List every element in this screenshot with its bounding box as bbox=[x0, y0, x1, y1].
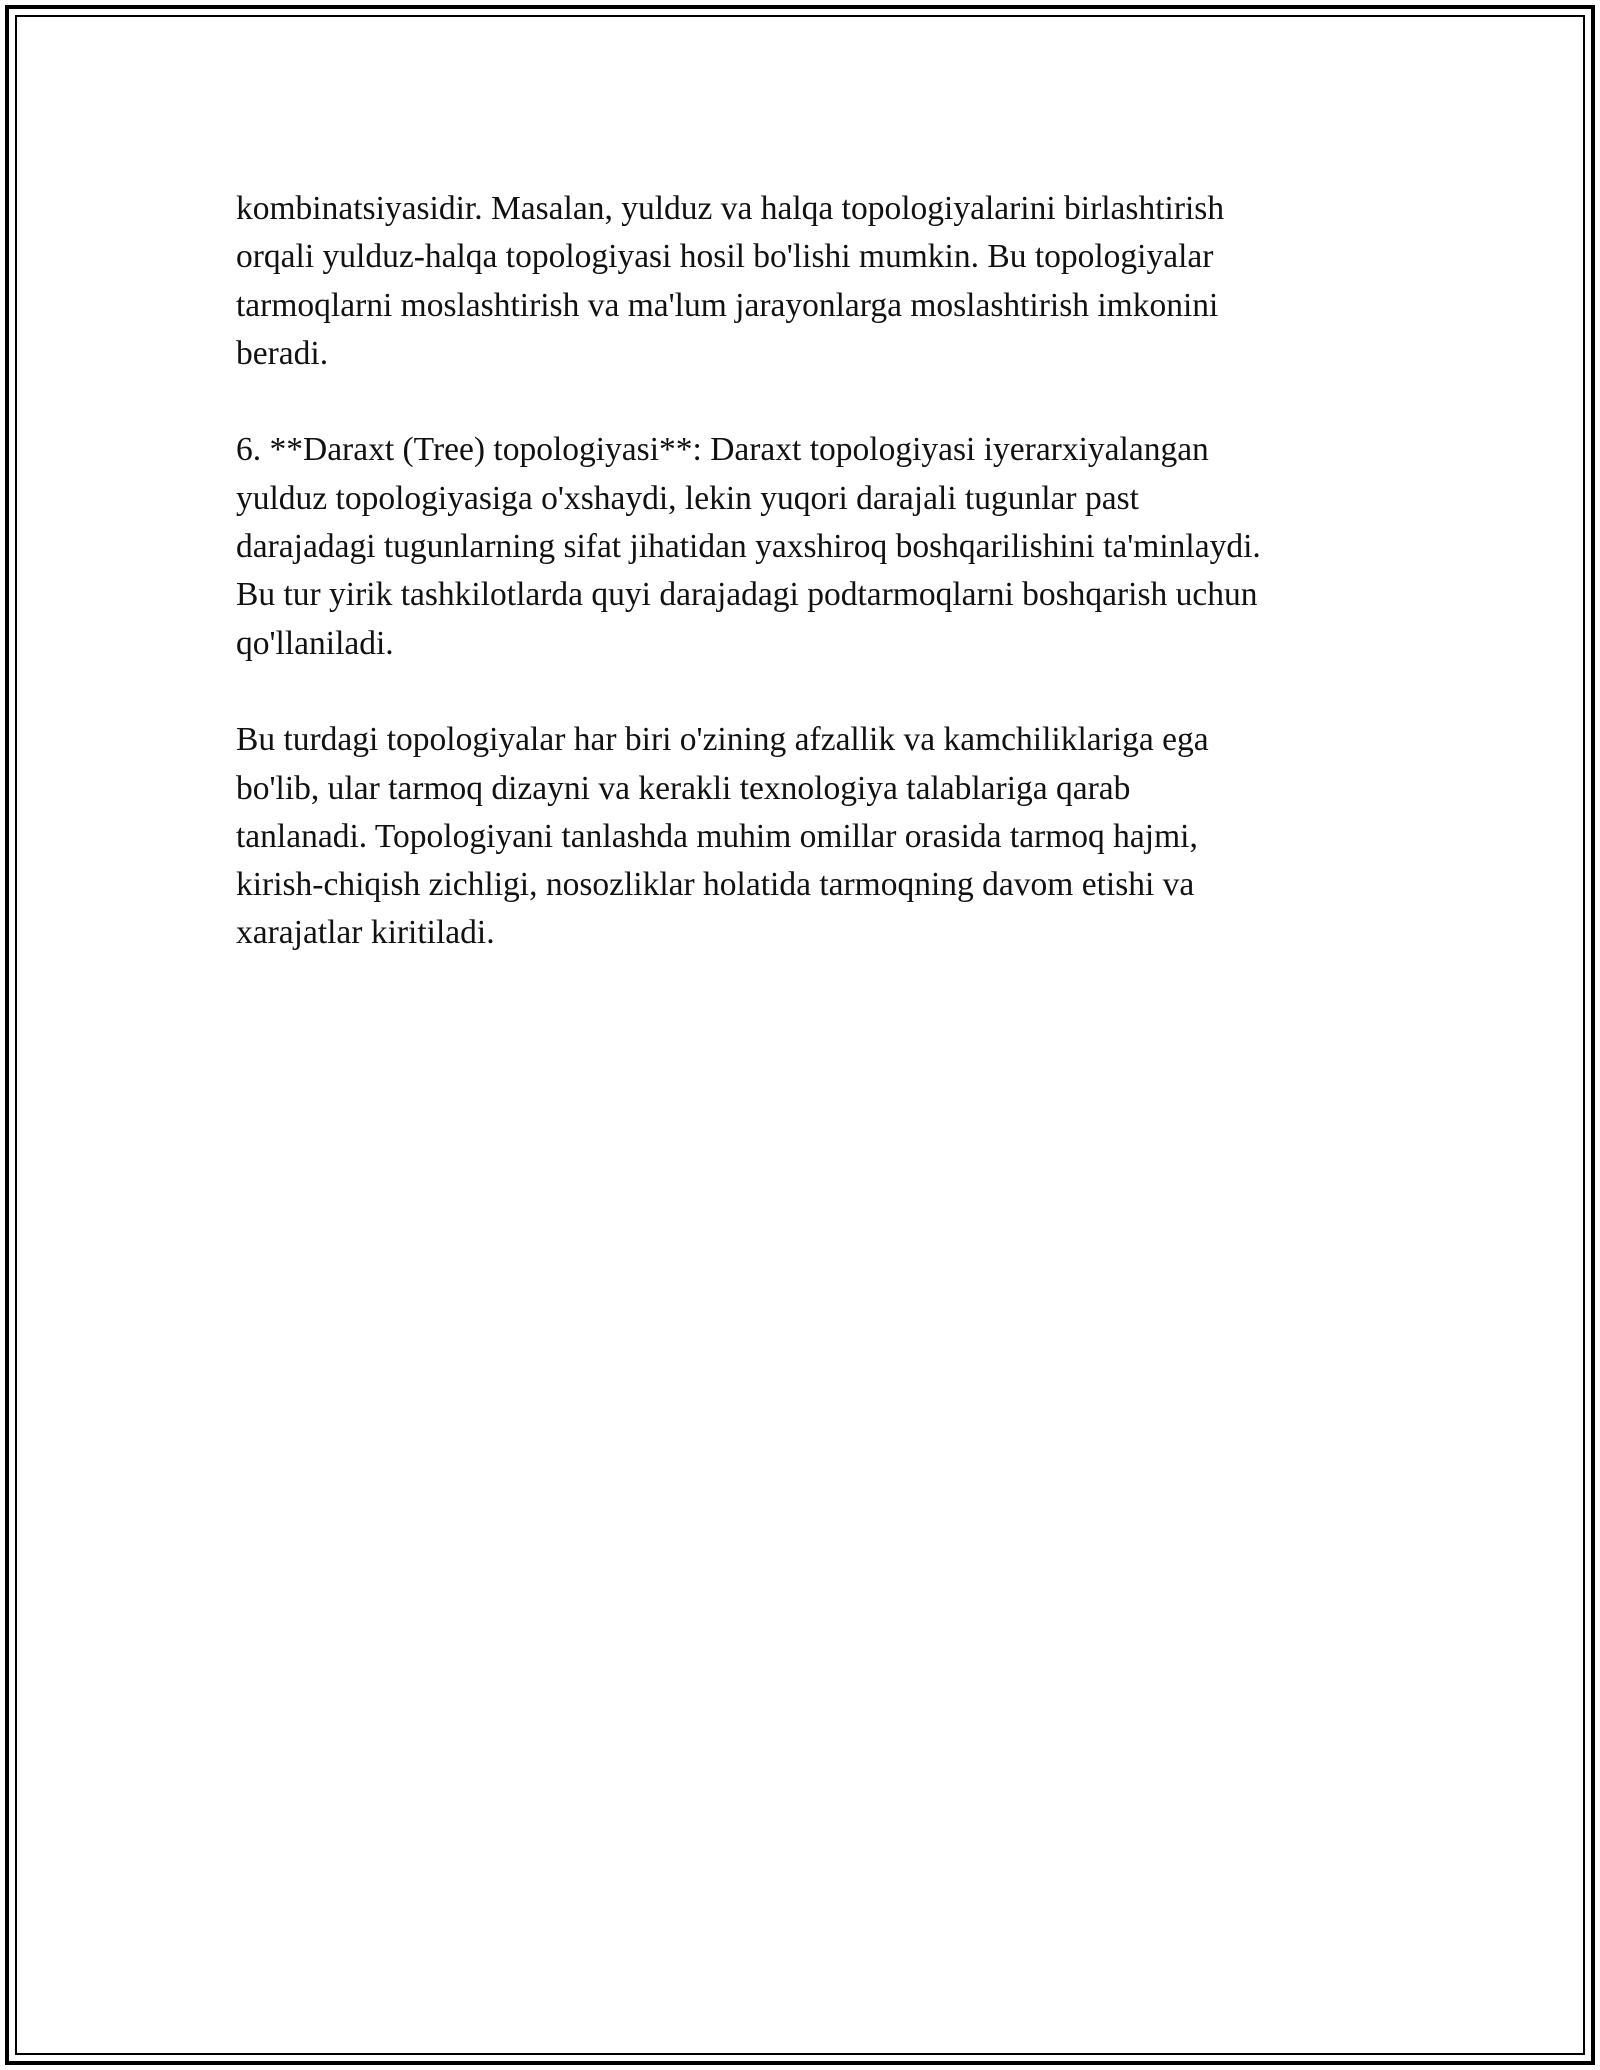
text-line: beradi. bbox=[236, 334, 329, 372]
paragraph-combination-topology bbox=[236, 185, 1376, 378]
text-line: darajadagi tugunlarning sifat jihatidan yaxshiroq boshqarilishini ta'minlaydi. bbox=[236, 528, 1261, 566]
paragraph-conclusion bbox=[236, 716, 1376, 957]
text-line: tanlanadi. Topologiyani tanlashda muhim omillar orasida tarmoq hajmi, bbox=[236, 817, 1198, 855]
text-line: orqali yulduz-halqa topologiyasi hosil bo'lishi mumkin. Bu topologiyalar bbox=[236, 238, 1214, 276]
text-line: Bu turdagi topologiyalar har biri o'zining afzallik va kamchiliklariga ega bbox=[236, 721, 1209, 759]
text-line: kombinatsiyasidir. Masalan, yulduz va halqa topologiyalarini birlashtirish bbox=[236, 190, 1225, 227]
text-line: tarmoqlarni moslashtirish va ma'lum jarayonlarga moslashtirish imkonini bbox=[236, 286, 1219, 324]
text-line: qo'llaniladi. bbox=[236, 624, 394, 662]
text-line: bo'lib, ular tarmoq dizayni va kerakli texnologiya talablariga qarab bbox=[236, 769, 1131, 807]
text-line: kirish-chiqish zichligi, nosozliklar holatida tarmoqning davom etishi va bbox=[236, 866, 1195, 904]
document-body bbox=[236, 185, 1376, 1006]
text-line: 6. **Daraxt (Tree) topologiyasi**: Daraxt topologiyasi iyerarxiyalangan bbox=[236, 431, 1209, 469]
text-line: Bu tur yirik tashkilotlarda quyi darajadagi podtarmoqlarni boshqarish uchun bbox=[236, 576, 1258, 614]
paragraph-tree-topology bbox=[236, 426, 1376, 667]
text-line: xarajatlar kiritiladi. bbox=[236, 914, 495, 952]
text-line: yulduz topologiyasiga o'xshaydi, lekin yuqori darajali tugunlar past bbox=[236, 479, 1139, 517]
